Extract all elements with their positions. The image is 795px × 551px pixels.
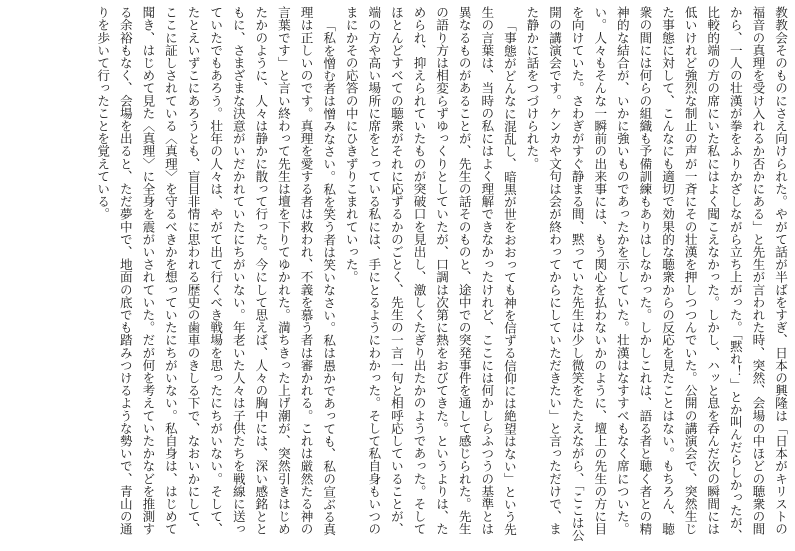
- paragraph-2: 「事態がどんなに混乱し、暗黒が世をおおっても神を信ずる信仰には絶望はない」という先生の言葉は、当時の私にはよく理解できなかったけれど、ここには何かしらふつうの基準とは異なるものがあることが、先生の話そのものと、途中での突発事件を通して感じられた。先生の語り方は相変らずゆっくりとしていたが、口調は次第に熱をおびてきた。というよりは、ためられ、抑えられていたものが突破口を見出し、激しくたぎり出たかのようであった。そしてほとんどすべての聴衆がそれに応ずるかのごとく、先生の一言一句と相呼応していることが、端の方や高い場所に席をとっている私には、手にとるようにわかった。そして私自身もいつのまにかその応答の中にひきずりこまれていった。: [343, 6, 517, 536]
- paragraph-1: 教教会そのものにさえ向けられた。やがて話が半ばをすぎ、日本の興隆は「日本がキリストの福音の真理を受け入れるか否かにある」と先生が言われた時、突然、会場の中ほどの聴衆の間から、一人の壮漢が拳をふりかざしながら立ち上がった。「黙れ！」とか叫んだらしかったが、比較的端の方の席にいた私にはよく聞こえなかった。しかし、ハッと息を呑んだ次の瞬間には低いけれど強烈な制止の声が一斉にその壮漢を押しつつんでいた。公開の講演会で、突然生じた事態に対して、こんなにも適切で効果的な聴衆からの反応を見たことはない。もちろん、聴衆の間には何らの組織も予備訓練もありはしなかった。しかしこれは、語る者と聴く者との精神的な結合が、いかに強いものであったかを示していた。壮漢はなすすべもなく席についた。い。人々もそんな一瞬前の出来事には、もう関心を払わないかのように、壇上の先生の方に目を向けていた。さわぎがすぐ静まる間、黙っていた先生は少し微笑をたたえながら、「ここは公開の講演会です。ケンカや文句は会が終わってからにしていただきたい」と言っただけで、また静かに話をつづけられた。: [524, 6, 788, 542]
- body-text: [3, 6, 791, 547]
- paragraph-3: 「私を憎む者は憎みなさい。私を笑う者は笑いなさい。私は愚かであっても、私の宣ぶる真理は正しいのです。真理を愛する者は救われ、不義を慕う者は審かれる。これは厳然たる神の言葉です」と言い終わって先生は壇を下りてゆかれた。満ちきった上げ潮が、突然引きはじめたかのように、人々は静かに散って行った。今にして思えば、人々の胸中には、深い感銘とともに、さまざまな決意がいだかれていたにちがいない。年老いた人々は子供たちを戦線に送っていたでもあろう。壮年の人々は、やがて出て行くべき戦場を思ったにちがいない。そして、たとえいずこにあろうとも、盲目非情に思われる歴史の歯車のきしる下で、なおいかにして、ここに証しされている〈真理〉を守るべきかを想っていたにちがいない。私自身は、はじめて聞き、はじめて見た〈真理〉に全身を震がいされていた。だが何を考えていたかなどを推測する余裕もなく、会場を出ると、ただ夢中で、地面の底でも踏みつけるような勢いで、青山の通りを歩いて行ったことを覚えている。: [95, 6, 337, 536]
